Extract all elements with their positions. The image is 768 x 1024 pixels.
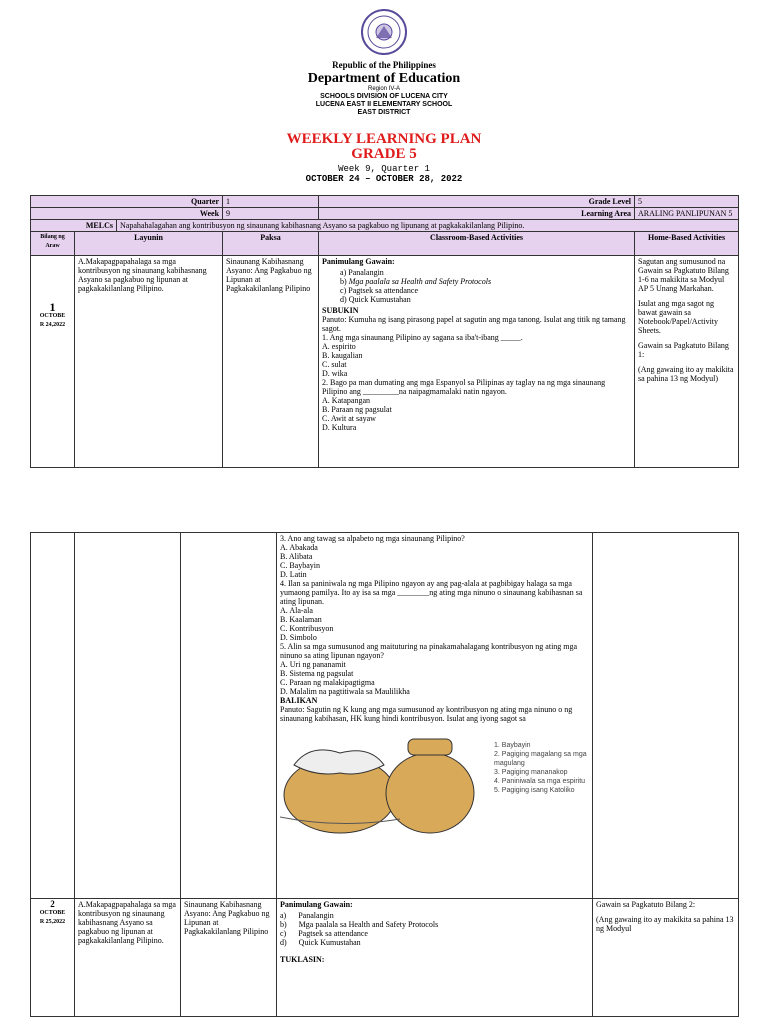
option: D. Kultura [322, 423, 357, 432]
option: B. Sistema ng pagsulat [280, 669, 354, 678]
plan-title: WEEKLY LEARNING PLAN [286, 131, 482, 147]
list-item: 5. Pagiging isang Katoliko [494, 787, 575, 794]
learning-plan-table-1 [30, 195, 739, 468]
day-2-home [593, 899, 739, 1017]
day-2-cell [31, 899, 75, 1017]
department-title: Department of Education [307, 71, 461, 86]
col-header-home: Home-Based Activities [635, 232, 739, 256]
option: B. Paraan ng pagsulat [322, 405, 392, 414]
tuklasin-heading: TUKLASIN: [280, 955, 325, 964]
day-1-classroom [319, 256, 635, 468]
list-item: b) Mga paalala sa Health and Safety Protocols [340, 277, 492, 286]
day-2-classroom [277, 899, 593, 1017]
option: C. sulat [322, 360, 347, 369]
day-1-month: OCTOBE [39, 313, 66, 319]
question-5: 5. Alin sa mga sumusunod ang maituturing na pinakamahalagang kontribusyon ng ating mga ninuno sa ating lipunan ngayon? [280, 642, 578, 660]
home-instruction: Isulat ang mga sagot ng bawat gawain sa Notebook/Papel/Activity Sheets. [638, 299, 719, 335]
learning-plan-table-2 [30, 532, 739, 1017]
option: B. Alibata [280, 552, 313, 561]
day-1-layunin: A.Makapagpapahalaga sa mga kontribusyon ng sinaunang kabihasnang Asyano sa pagkabuo ng lipunan at pagkakakilanlang Pilipino. [75, 256, 223, 468]
question-3: 3. Ano ang tawag sa alpabeto ng mga sinaunang Pilipino? [280, 534, 465, 543]
subukin-heading: SUBUKIN [322, 306, 359, 315]
question-1: 1. Ang mga sinaunang Pilipino ay sagana sa iba't-ibang _____. [322, 333, 523, 342]
option: A. Katapangan [322, 396, 371, 405]
home-cont-cell [593, 533, 739, 899]
melcs-label: MELCs [31, 220, 117, 232]
question-2: 2. Bago pa man dumating ang mga Espanyol sa Pilipinas ay taglay na ng mga sinaunang Pilipino ang _________na naipagmamalaki natin ngayon. [322, 378, 606, 396]
day-1-paksa: Sinaunang Kabihasnang Asyano: Ang Pagkabuo ng Lipunan at Pagkakakilanlang Pilipino [223, 256, 319, 468]
week-quarter-label: Week 9, Quarter 1 [338, 164, 430, 174]
school-label: LUCENA EAST II ELEMENTARY SCHOOL [315, 101, 453, 108]
list-item: 4. Paniniwala sa mga espiritu [494, 778, 586, 785]
week-value: 9 [223, 208, 319, 220]
option: B. kaugalian [322, 351, 363, 360]
quarter-value: 1 [223, 196, 319, 208]
day-1-home [635, 256, 739, 468]
day-cont-cell [31, 533, 75, 899]
quarter-label: Quarter [31, 196, 223, 208]
division-label: SCHOOLS DIVISION OF LUCENA CITY [320, 93, 448, 100]
learning-area-value: ARALING PANLIPUNAN 5 [635, 208, 739, 220]
option: A. Uri ng pananamit [280, 660, 346, 669]
paksa-cont-cell [181, 533, 277, 899]
option: B. Kaalaman [280, 615, 322, 624]
deped-seal-icon [360, 8, 408, 56]
day-1-cell [31, 256, 75, 468]
home-instruction: Gawain sa Pagkatuto Bilang 2: [596, 900, 696, 909]
contribution-list [494, 741, 589, 795]
option: D. Simbolo [280, 633, 317, 642]
panimula-heading: Panimulang Gawain: [322, 257, 395, 266]
learning-area-label: Learning Area [319, 208, 635, 220]
list-item: d) Quick Kumustahan [340, 295, 411, 304]
option: C. Baybayin [280, 561, 320, 570]
district-label: EAST DISTRICT [357, 109, 411, 116]
jars-illustration [280, 729, 589, 839]
classroom-cont-cell [277, 533, 593, 899]
week-label: Week [31, 208, 223, 220]
day-2-number: 2 [50, 899, 55, 909]
grade-level-value: 5 [635, 196, 739, 208]
balikan-panuto: Panuto: Sagutin ng K kung ang mga sumusunod ay kontribusyon ng ating mga ninuno o ng sinaunang kabihasan, HK kung hindi kontribusyon. Isulat ang iyong sagot sa [280, 705, 573, 723]
list-item: b) Mga paalala sa Health and Safety Protocols [280, 920, 439, 929]
day-1-number: 1 [49, 300, 56, 314]
col-header-paksa: Paksa [223, 232, 319, 256]
subukin-panuto: Panuto: Kumuha ng isang pirasong papel at sagutin ang mga tanong. Isulat ang titik ng tamang sagot. [322, 315, 626, 333]
list-item: c) Pagtsek sa attendance [280, 929, 368, 938]
panimula-steps [322, 268, 631, 304]
region-label: Region IV-A [367, 86, 401, 92]
list-item: 1. Baybayin [494, 742, 531, 749]
option: A. Ala-ala [280, 606, 313, 615]
home-instruction: Sagutan ang sumusunod na Gawain sa Pagkatuto Bilang 1-6 na makikita sa Modyul AP 5 Unang Markahan. [638, 257, 729, 293]
layunin-cont-cell [75, 533, 181, 899]
list-item: a) Panalangin [340, 268, 384, 277]
date-range-label: OCTOBER 24 – OCTOBER 28, 2022 [305, 174, 463, 184]
jar-image [280, 729, 480, 837]
col-header-layunin: Layunin [75, 232, 223, 256]
option: C. Paraan ng malakipagtigma [280, 678, 375, 687]
option: D. wika [322, 369, 348, 378]
day-2-paksa: Sinaunang Kabihasnang Asyano: Ang Pagkabuo ng Lipunan at Pagkakakilanlang Pilipino [181, 899, 277, 1017]
day-2-layunin: A.Makapagpapahalaga sa mga kontribusyon ng sinaunang kabihasnang Asyano sa pagkabuo ng lipunan at pagkakakilanlang Pilipino. [75, 899, 181, 1017]
list-item: 3. Pagiging mananakop [494, 769, 568, 776]
col-header-bilang: Bilang ng Araw [31, 232, 75, 256]
option: D. Malalim na pagtitiwala sa Maulilikha [280, 687, 410, 696]
list-item: 2. Pagiging magalang sa mga magulang [494, 751, 587, 767]
day-1-date: R 24,2022 [39, 322, 66, 328]
col-header-classroom: Classroom-Based Activities [319, 232, 635, 256]
melcs-value: Napahahalagahan ang kontribusyon ng sinaunang kabihasnang Asyano sa pagkabuo ng lipunang at pagkakakilanlang Pilipino. [117, 220, 739, 232]
list-item: c) Pagtsek sa attendance [340, 286, 418, 295]
balikan-heading: BALIKAN [280, 696, 318, 705]
grade-level-label: Grade Level [319, 196, 635, 208]
question-4: 4. Ilan sa paniniwala ng mga Pilipino ngayon ay ang pag-alala at pagbibigay halaga sa mga yumaong pamilya. Ito ay isa sa mga ________ng ating mga ninuno o sinaunang kabihasnan sa ating lipunan. [280, 579, 583, 606]
option: D. Latin [280, 570, 307, 579]
grade-title: GRADE 5 [351, 146, 417, 162]
list-item: d) Quick Kumustahan [280, 938, 361, 947]
option: C. Kontribusyon [280, 624, 334, 633]
panimula-steps [280, 911, 589, 947]
republic-label: Republic of the Philippines [332, 60, 436, 70]
day-2-month: OCTOBE [39, 910, 66, 916]
day-2-date: R 25,2022 [39, 919, 66, 925]
school-block [0, 93, 768, 117]
option: A. Abakada [280, 543, 318, 552]
home-instruction: (Ang gawaing ito ay makikita sa pahina 13 ng Modyul) [638, 365, 734, 383]
option: C. Awit at sayaw [322, 414, 376, 423]
home-instruction: Gawain sa Pagkatuto Bilang 1: [638, 341, 729, 359]
panimula-heading: Panimulang Gawain: [280, 900, 353, 909]
list-item: a) Panalangin [280, 911, 334, 920]
home-instruction: (Ang gawaing ito ay makikita sa pahina 13 ng Modyul [596, 915, 734, 933]
option: A. espirito [322, 342, 356, 351]
